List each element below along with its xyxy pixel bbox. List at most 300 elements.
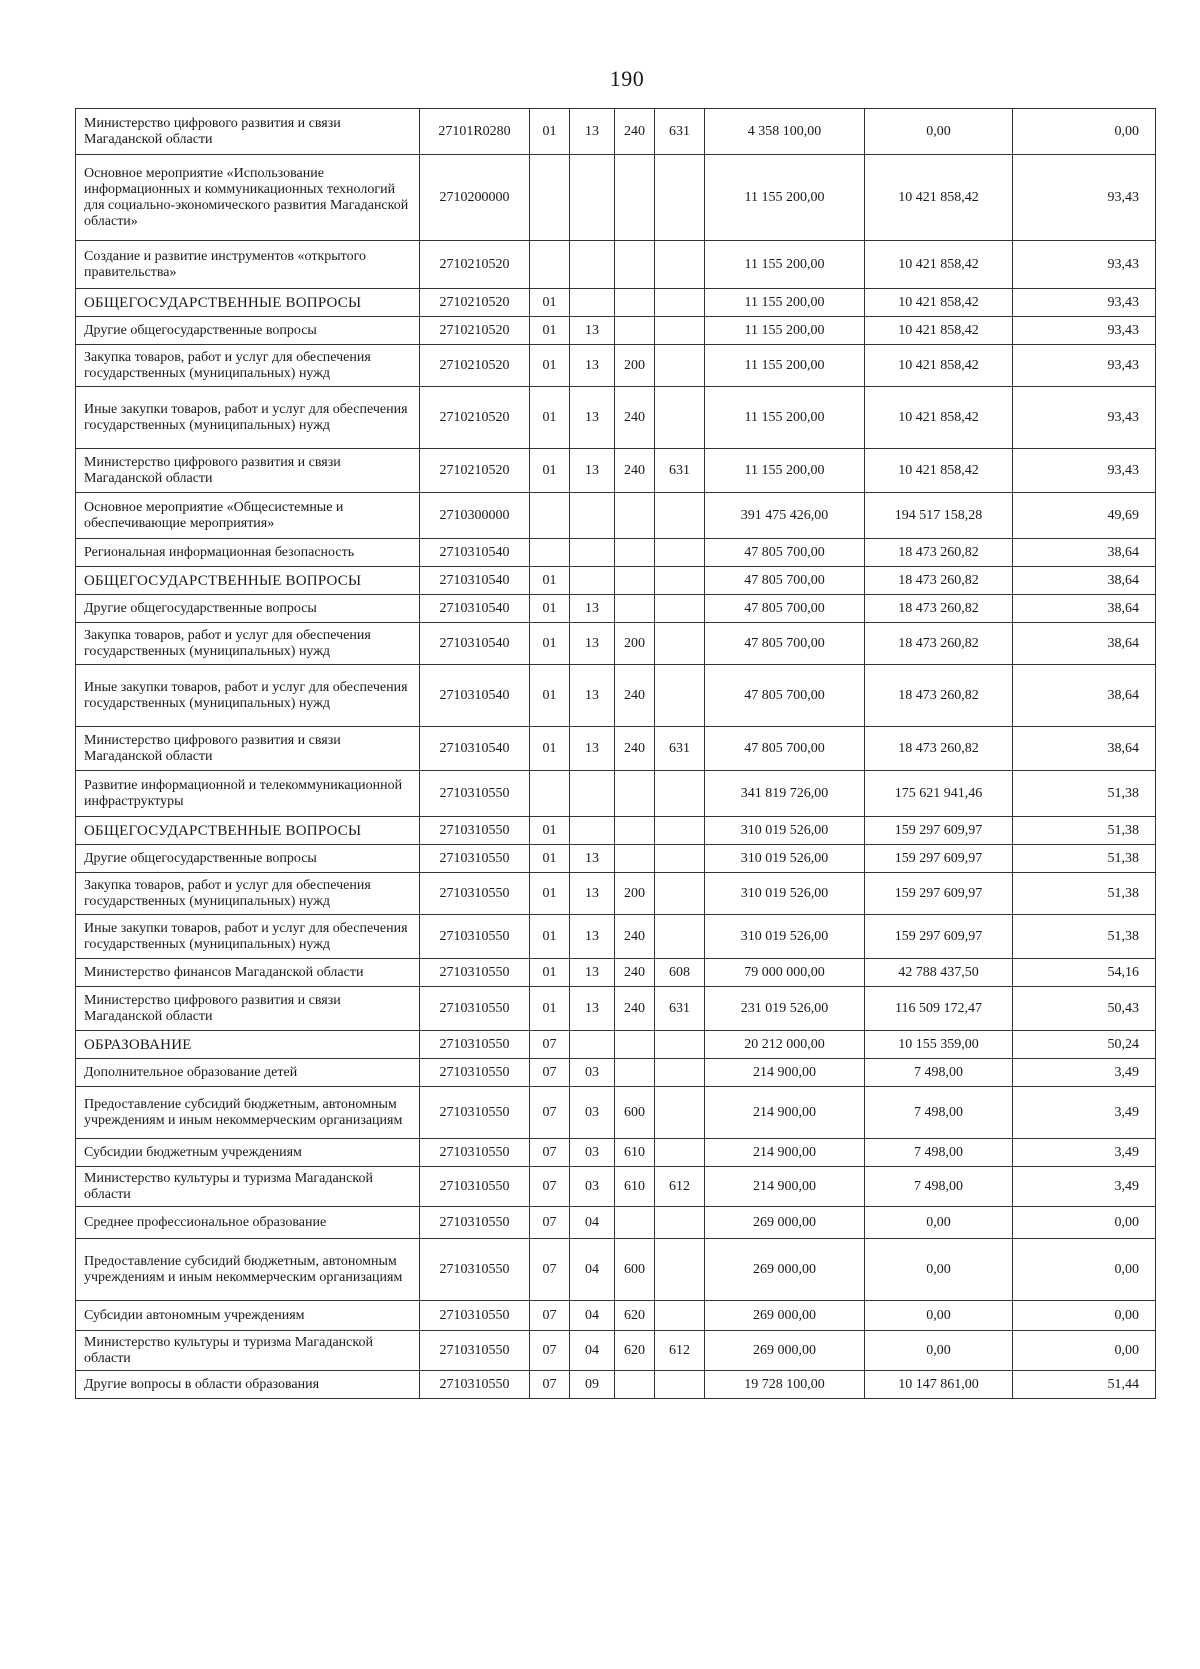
cell-expense-type: 200 (615, 345, 655, 387)
cell-execution-percent: 51,44 (1013, 1371, 1156, 1399)
table-row (76, 845, 1156, 873)
cell-name: Другие вопросы в области образования (76, 1371, 420, 1399)
cell-subsection: 13 (570, 345, 615, 387)
cell-department (655, 289, 705, 317)
cell-expense-type: 240 (615, 727, 655, 771)
cell-target-article-code: 2710310540 (420, 665, 530, 727)
cell-department: 608 (655, 959, 705, 987)
cell-execution-percent: 50,24 (1013, 1031, 1156, 1059)
cell-subsection (570, 493, 615, 539)
cell-department (655, 623, 705, 665)
cell-section: 07 (530, 1239, 570, 1301)
cell-planned-amount: 391 475 426,00 (705, 493, 865, 539)
cell-planned-amount: 47 805 700,00 (705, 567, 865, 595)
table-row (76, 539, 1156, 567)
cell-section: 01 (530, 317, 570, 345)
table-row (76, 873, 1156, 915)
page-number: 190 (609, 66, 645, 91)
cell-executed-amount: 0,00 (865, 1301, 1013, 1331)
cell-name: Министерство цифрового развития и связи Магаданской области (76, 727, 420, 771)
table-row (76, 959, 1156, 987)
cell-section (530, 241, 570, 289)
cell-subsection (570, 817, 615, 845)
cell-target-article-code: 2710310550 (420, 1167, 530, 1207)
cell-execution-percent: 38,64 (1013, 665, 1156, 727)
cell-expense-type (615, 595, 655, 623)
budget-execution-table (75, 108, 1156, 1399)
cell-planned-amount: 4 358 100,00 (705, 109, 865, 155)
cell-section (530, 771, 570, 817)
cell-planned-amount: 47 805 700,00 (705, 595, 865, 623)
cell-section: 01 (530, 567, 570, 595)
cell-name: Дополнительное образование детей (76, 1059, 420, 1087)
cell-target-article-code: 2710210520 (420, 387, 530, 449)
table-row (76, 387, 1156, 449)
cell-execution-percent: 51,38 (1013, 873, 1156, 915)
cell-expense-type: 620 (615, 1331, 655, 1371)
cell-department (655, 595, 705, 623)
cell-execution-percent: 49,69 (1013, 493, 1156, 539)
cell-subsection: 03 (570, 1167, 615, 1207)
cell-subsection: 04 (570, 1207, 615, 1239)
cell-execution-percent: 51,38 (1013, 817, 1156, 845)
cell-subsection: 13 (570, 449, 615, 493)
table-row (76, 567, 1156, 595)
table-row (76, 817, 1156, 845)
cell-department (655, 1139, 705, 1167)
cell-executed-amount: 159 297 609,97 (865, 845, 1013, 873)
table-row (76, 241, 1156, 289)
cell-target-article-code: 2710310550 (420, 1207, 530, 1239)
cell-execution-percent: 0,00 (1013, 109, 1156, 155)
cell-planned-amount: 269 000,00 (705, 1239, 865, 1301)
table-row (76, 1031, 1156, 1059)
cell-name: Региональная информационная безопасность (76, 539, 420, 567)
cell-execution-percent: 38,64 (1013, 567, 1156, 595)
cell-planned-amount: 341 819 726,00 (705, 771, 865, 817)
cell-section (530, 539, 570, 567)
cell-expense-type: 240 (615, 449, 655, 493)
cell-department (655, 345, 705, 387)
cell-planned-amount: 214 900,00 (705, 1059, 865, 1087)
cell-department (655, 915, 705, 959)
cell-subsection: 13 (570, 845, 615, 873)
cell-name: Субсидии бюджетным учреждениям (76, 1139, 420, 1167)
cell-executed-amount: 42 788 437,50 (865, 959, 1013, 987)
cell-execution-percent: 3,49 (1013, 1167, 1156, 1207)
cell-section (530, 493, 570, 539)
cell-subsection: 13 (570, 873, 615, 915)
cell-name: Министерство цифрового развития и связи Магаданской области (76, 987, 420, 1031)
cell-department (655, 539, 705, 567)
table-row (76, 109, 1156, 155)
cell-planned-amount: 310 019 526,00 (705, 873, 865, 915)
cell-section: 07 (530, 1031, 570, 1059)
cell-expense-type: 600 (615, 1087, 655, 1139)
cell-subsection (570, 771, 615, 817)
cell-executed-amount: 10 421 858,42 (865, 241, 1013, 289)
cell-subsection: 13 (570, 665, 615, 727)
cell-execution-percent: 51,38 (1013, 845, 1156, 873)
table-row (76, 1059, 1156, 1087)
cell-execution-percent: 38,64 (1013, 727, 1156, 771)
cell-executed-amount: 18 473 260,82 (865, 539, 1013, 567)
table-row (76, 1371, 1156, 1399)
cell-name: Закупка товаров, работ и услуг для обеспечения государственных (муниципальных) нужд (76, 623, 420, 665)
cell-executed-amount: 10 421 858,42 (865, 387, 1013, 449)
table-row (76, 727, 1156, 771)
cell-execution-percent: 93,43 (1013, 449, 1156, 493)
cell-target-article-code: 2710310540 (420, 595, 530, 623)
cell-expense-type: 610 (615, 1167, 655, 1207)
cell-planned-amount: 214 900,00 (705, 1167, 865, 1207)
cell-subsection: 04 (570, 1331, 615, 1371)
cell-expense-type (615, 289, 655, 317)
cell-executed-amount: 18 473 260,82 (865, 727, 1013, 771)
cell-execution-percent: 93,43 (1013, 155, 1156, 241)
table-row (76, 1139, 1156, 1167)
cell-planned-amount: 11 155 200,00 (705, 387, 865, 449)
cell-section: 01 (530, 915, 570, 959)
cell-target-article-code: 2710210520 (420, 317, 530, 345)
cell-executed-amount: 18 473 260,82 (865, 567, 1013, 595)
cell-target-article-code: 2710310550 (420, 1371, 530, 1399)
cell-department (655, 665, 705, 727)
cell-planned-amount: 20 212 000,00 (705, 1031, 865, 1059)
cell-department (655, 845, 705, 873)
cell-subsection: 03 (570, 1087, 615, 1139)
cell-department (655, 387, 705, 449)
cell-name: Министерство финансов Магаданской области (76, 959, 420, 987)
cell-name: ОБЩЕГОСУДАРСТВЕННЫЕ ВОПРОСЫ (76, 567, 420, 595)
cell-department (655, 873, 705, 915)
cell-executed-amount: 175 621 941,46 (865, 771, 1013, 817)
cell-section: 01 (530, 345, 570, 387)
cell-target-article-code: 2710310550 (420, 845, 530, 873)
table-row (76, 665, 1156, 727)
cell-expense-type: 200 (615, 623, 655, 665)
cell-executed-amount: 159 297 609,97 (865, 817, 1013, 845)
cell-section: 07 (530, 1301, 570, 1331)
cell-section: 07 (530, 1207, 570, 1239)
cell-target-article-code: 2710310540 (420, 539, 530, 567)
cell-executed-amount: 159 297 609,97 (865, 873, 1013, 915)
cell-expense-type (615, 1059, 655, 1087)
cell-expense-type (615, 567, 655, 595)
cell-executed-amount: 18 473 260,82 (865, 665, 1013, 727)
cell-planned-amount: 269 000,00 (705, 1207, 865, 1239)
cell-section: 01 (530, 623, 570, 665)
cell-executed-amount: 7 498,00 (865, 1167, 1013, 1207)
cell-name: Субсидии автономным учреждениям (76, 1301, 420, 1331)
table-row (76, 1207, 1156, 1239)
table-row (76, 1167, 1156, 1207)
cell-target-article-code: 2710310540 (420, 567, 530, 595)
cell-name: Министерство цифрового развития и связи Магаданской области (76, 449, 420, 493)
cell-target-article-code: 2710310550 (420, 1331, 530, 1371)
cell-planned-amount: 11 155 200,00 (705, 317, 865, 345)
cell-subsection (570, 539, 615, 567)
cell-execution-percent: 3,49 (1013, 1059, 1156, 1087)
cell-target-article-code: 2710310550 (420, 873, 530, 915)
cell-department (655, 1301, 705, 1331)
cell-expense-type (615, 817, 655, 845)
cell-target-article-code: 2710310550 (420, 915, 530, 959)
cell-section: 07 (530, 1139, 570, 1167)
table-row (76, 595, 1156, 623)
cell-department: 631 (655, 987, 705, 1031)
cell-planned-amount: 214 900,00 (705, 1087, 865, 1139)
cell-department: 612 (655, 1167, 705, 1207)
cell-target-article-code: 2710310540 (420, 727, 530, 771)
cell-execution-percent: 0,00 (1013, 1207, 1156, 1239)
cell-subsection: 13 (570, 623, 615, 665)
table-row (76, 155, 1156, 241)
cell-expense-type: 240 (615, 987, 655, 1031)
table-row (76, 345, 1156, 387)
cell-department (655, 567, 705, 595)
cell-subsection: 13 (570, 387, 615, 449)
cell-department (655, 1087, 705, 1139)
cell-target-article-code: 2710210520 (420, 289, 530, 317)
cell-planned-amount: 47 805 700,00 (705, 623, 865, 665)
cell-planned-amount: 47 805 700,00 (705, 727, 865, 771)
cell-name: Другие общегосударственные вопросы (76, 595, 420, 623)
cell-name: Основное мероприятие «Использование информационных и коммуникационных технологий для социально-экономического развития Магаданской области» (76, 155, 420, 241)
cell-section: 01 (530, 109, 570, 155)
table-row (76, 493, 1156, 539)
cell-name: Министерство культуры и туризма Магаданской области (76, 1331, 420, 1371)
cell-subsection (570, 567, 615, 595)
cell-executed-amount: 0,00 (865, 109, 1013, 155)
cell-planned-amount: 269 000,00 (705, 1301, 865, 1331)
cell-name: ОБРАЗОВАНИЕ (76, 1031, 420, 1059)
cell-department (655, 317, 705, 345)
table-row (76, 987, 1156, 1031)
cell-planned-amount: 47 805 700,00 (705, 665, 865, 727)
cell-department (655, 1031, 705, 1059)
cell-section: 01 (530, 845, 570, 873)
cell-section: 01 (530, 873, 570, 915)
cell-executed-amount: 10 421 858,42 (865, 289, 1013, 317)
cell-department (655, 1059, 705, 1087)
cell-executed-amount: 10 421 858,42 (865, 449, 1013, 493)
cell-executed-amount: 10 421 858,42 (865, 155, 1013, 241)
cell-expense-type (615, 155, 655, 241)
cell-section: 07 (530, 1331, 570, 1371)
cell-section: 07 (530, 1167, 570, 1207)
cell-target-article-code: 2710310550 (420, 817, 530, 845)
cell-section: 01 (530, 387, 570, 449)
cell-planned-amount: 19 728 100,00 (705, 1371, 865, 1399)
cell-name: Создание и развитие инструментов «открытого правительства» (76, 241, 420, 289)
cell-planned-amount: 310 019 526,00 (705, 915, 865, 959)
cell-execution-percent: 51,38 (1013, 915, 1156, 959)
cell-target-article-code: 2710300000 (420, 493, 530, 539)
cell-department: 631 (655, 449, 705, 493)
table-row (76, 1331, 1156, 1371)
cell-name: Другие общегосударственные вопросы (76, 317, 420, 345)
cell-planned-amount: 214 900,00 (705, 1139, 865, 1167)
cell-department: 612 (655, 1331, 705, 1371)
table-row (76, 1301, 1156, 1331)
cell-section: 01 (530, 665, 570, 727)
cell-section: 01 (530, 595, 570, 623)
cell-department (655, 493, 705, 539)
cell-execution-percent: 0,00 (1013, 1239, 1156, 1301)
cell-execution-percent: 93,43 (1013, 317, 1156, 345)
cell-expense-type (615, 539, 655, 567)
cell-execution-percent: 51,38 (1013, 771, 1156, 817)
cell-executed-amount: 159 297 609,97 (865, 915, 1013, 959)
cell-expense-type (615, 317, 655, 345)
table-row (76, 449, 1156, 493)
cell-section: 07 (530, 1087, 570, 1139)
cell-planned-amount: 11 155 200,00 (705, 289, 865, 317)
cell-section: 01 (530, 959, 570, 987)
cell-executed-amount: 0,00 (865, 1331, 1013, 1371)
cell-subsection (570, 289, 615, 317)
cell-execution-percent: 0,00 (1013, 1331, 1156, 1371)
cell-planned-amount: 310 019 526,00 (705, 845, 865, 873)
cell-subsection (570, 155, 615, 241)
cell-subsection: 03 (570, 1139, 615, 1167)
cell-name: Иные закупки товаров, работ и услуг для обеспечения государственных (муниципальных) нужд (76, 665, 420, 727)
cell-expense-type: 600 (615, 1239, 655, 1301)
cell-executed-amount: 18 473 260,82 (865, 623, 1013, 665)
cell-expense-type: 240 (615, 665, 655, 727)
cell-subsection: 13 (570, 915, 615, 959)
cell-executed-amount: 7 498,00 (865, 1139, 1013, 1167)
cell-executed-amount: 7 498,00 (865, 1059, 1013, 1087)
cell-target-article-code: 2710310550 (420, 1059, 530, 1087)
cell-name: ОБЩЕГОСУДАРСТВЕННЫЕ ВОПРОСЫ (76, 817, 420, 845)
cell-subsection: 13 (570, 987, 615, 1031)
cell-target-article-code: 2710310550 (420, 771, 530, 817)
cell-name: Среднее профессиональное образование (76, 1207, 420, 1239)
table-row (76, 289, 1156, 317)
cell-subsection: 04 (570, 1239, 615, 1301)
cell-department: 631 (655, 109, 705, 155)
cell-subsection (570, 241, 615, 289)
cell-execution-percent: 38,64 (1013, 623, 1156, 665)
cell-name: Иные закупки товаров, работ и услуг для обеспечения государственных (муниципальных) нужд (76, 915, 420, 959)
cell-target-article-code: 2710310550 (420, 959, 530, 987)
cell-department (655, 155, 705, 241)
cell-subsection: 13 (570, 595, 615, 623)
cell-section: 07 (530, 1059, 570, 1087)
cell-section: 01 (530, 727, 570, 771)
cell-name: Министерство цифрового развития и связи Магаданской области (76, 109, 420, 155)
cell-execution-percent: 3,49 (1013, 1139, 1156, 1167)
cell-expense-type (615, 493, 655, 539)
cell-expense-type: 200 (615, 873, 655, 915)
cell-subsection: 04 (570, 1301, 615, 1331)
cell-section: 01 (530, 449, 570, 493)
cell-planned-amount: 231 019 526,00 (705, 987, 865, 1031)
table-row (76, 317, 1156, 345)
cell-expense-type: 240 (615, 959, 655, 987)
cell-name: Развитие информационной и телекоммуникационной инфраструктуры (76, 771, 420, 817)
cell-section: 01 (530, 289, 570, 317)
cell-expense-type: 620 (615, 1301, 655, 1331)
cell-planned-amount: 47 805 700,00 (705, 539, 865, 567)
cell-target-article-code: 2710310550 (420, 1087, 530, 1139)
cell-name: Другие общегосударственные вопросы (76, 845, 420, 873)
cell-planned-amount: 11 155 200,00 (705, 345, 865, 387)
cell-target-article-code: 2710310550 (420, 1031, 530, 1059)
table-row (76, 1239, 1156, 1301)
cell-subsection: 13 (570, 317, 615, 345)
cell-expense-type (615, 771, 655, 817)
cell-executed-amount: 0,00 (865, 1239, 1013, 1301)
cell-subsection (570, 1031, 615, 1059)
cell-planned-amount: 269 000,00 (705, 1331, 865, 1371)
cell-execution-percent: 93,43 (1013, 289, 1156, 317)
cell-name: Основное мероприятие «Общесистемные и обеспечивающие мероприятия» (76, 493, 420, 539)
cell-target-article-code: 2710310550 (420, 1139, 530, 1167)
cell-department: 631 (655, 727, 705, 771)
cell-department (655, 1207, 705, 1239)
cell-planned-amount: 11 155 200,00 (705, 155, 865, 241)
cell-expense-type (615, 845, 655, 873)
cell-expense-type (615, 1207, 655, 1239)
cell-target-article-code: 27101R0280 (420, 109, 530, 155)
cell-subsection: 09 (570, 1371, 615, 1399)
cell-executed-amount: 116 509 172,47 (865, 987, 1013, 1031)
cell-department (655, 817, 705, 845)
cell-name: Иные закупки товаров, работ и услуг для обеспечения государственных (муниципальных) нужд (76, 387, 420, 449)
cell-section: 01 (530, 817, 570, 845)
table-row (76, 1087, 1156, 1139)
cell-expense-type: 240 (615, 387, 655, 449)
cell-executed-amount: 10 155 359,00 (865, 1031, 1013, 1059)
cell-executed-amount: 7 498,00 (865, 1087, 1013, 1139)
table-row (76, 771, 1156, 817)
cell-execution-percent: 38,64 (1013, 595, 1156, 623)
cell-subsection: 13 (570, 109, 615, 155)
cell-execution-percent: 50,43 (1013, 987, 1156, 1031)
cell-expense-type (615, 241, 655, 289)
cell-executed-amount: 0,00 (865, 1207, 1013, 1239)
cell-department (655, 771, 705, 817)
cell-target-article-code: 2710310550 (420, 987, 530, 1031)
cell-target-article-code: 2710200000 (420, 155, 530, 241)
cell-execution-percent: 3,49 (1013, 1087, 1156, 1139)
cell-expense-type: 240 (615, 109, 655, 155)
cell-department (655, 241, 705, 289)
cell-execution-percent: 0,00 (1013, 1301, 1156, 1331)
cell-subsection: 03 (570, 1059, 615, 1087)
cell-subsection: 13 (570, 959, 615, 987)
cell-department (655, 1239, 705, 1301)
cell-target-article-code: 2710210520 (420, 449, 530, 493)
cell-executed-amount: 10 421 858,42 (865, 317, 1013, 345)
cell-expense-type: 240 (615, 915, 655, 959)
cell-section: 07 (530, 1371, 570, 1399)
cell-expense-type (615, 1031, 655, 1059)
cell-planned-amount: 11 155 200,00 (705, 241, 865, 289)
cell-expense-type: 610 (615, 1139, 655, 1167)
cell-target-article-code: 2710310550 (420, 1239, 530, 1301)
cell-target-article-code: 2710310550 (420, 1301, 530, 1331)
cell-planned-amount: 79 000 000,00 (705, 959, 865, 987)
cell-target-article-code: 2710210520 (420, 345, 530, 387)
cell-section (530, 155, 570, 241)
table-row (76, 623, 1156, 665)
cell-execution-percent: 54,16 (1013, 959, 1156, 987)
cell-expense-type (615, 1371, 655, 1399)
